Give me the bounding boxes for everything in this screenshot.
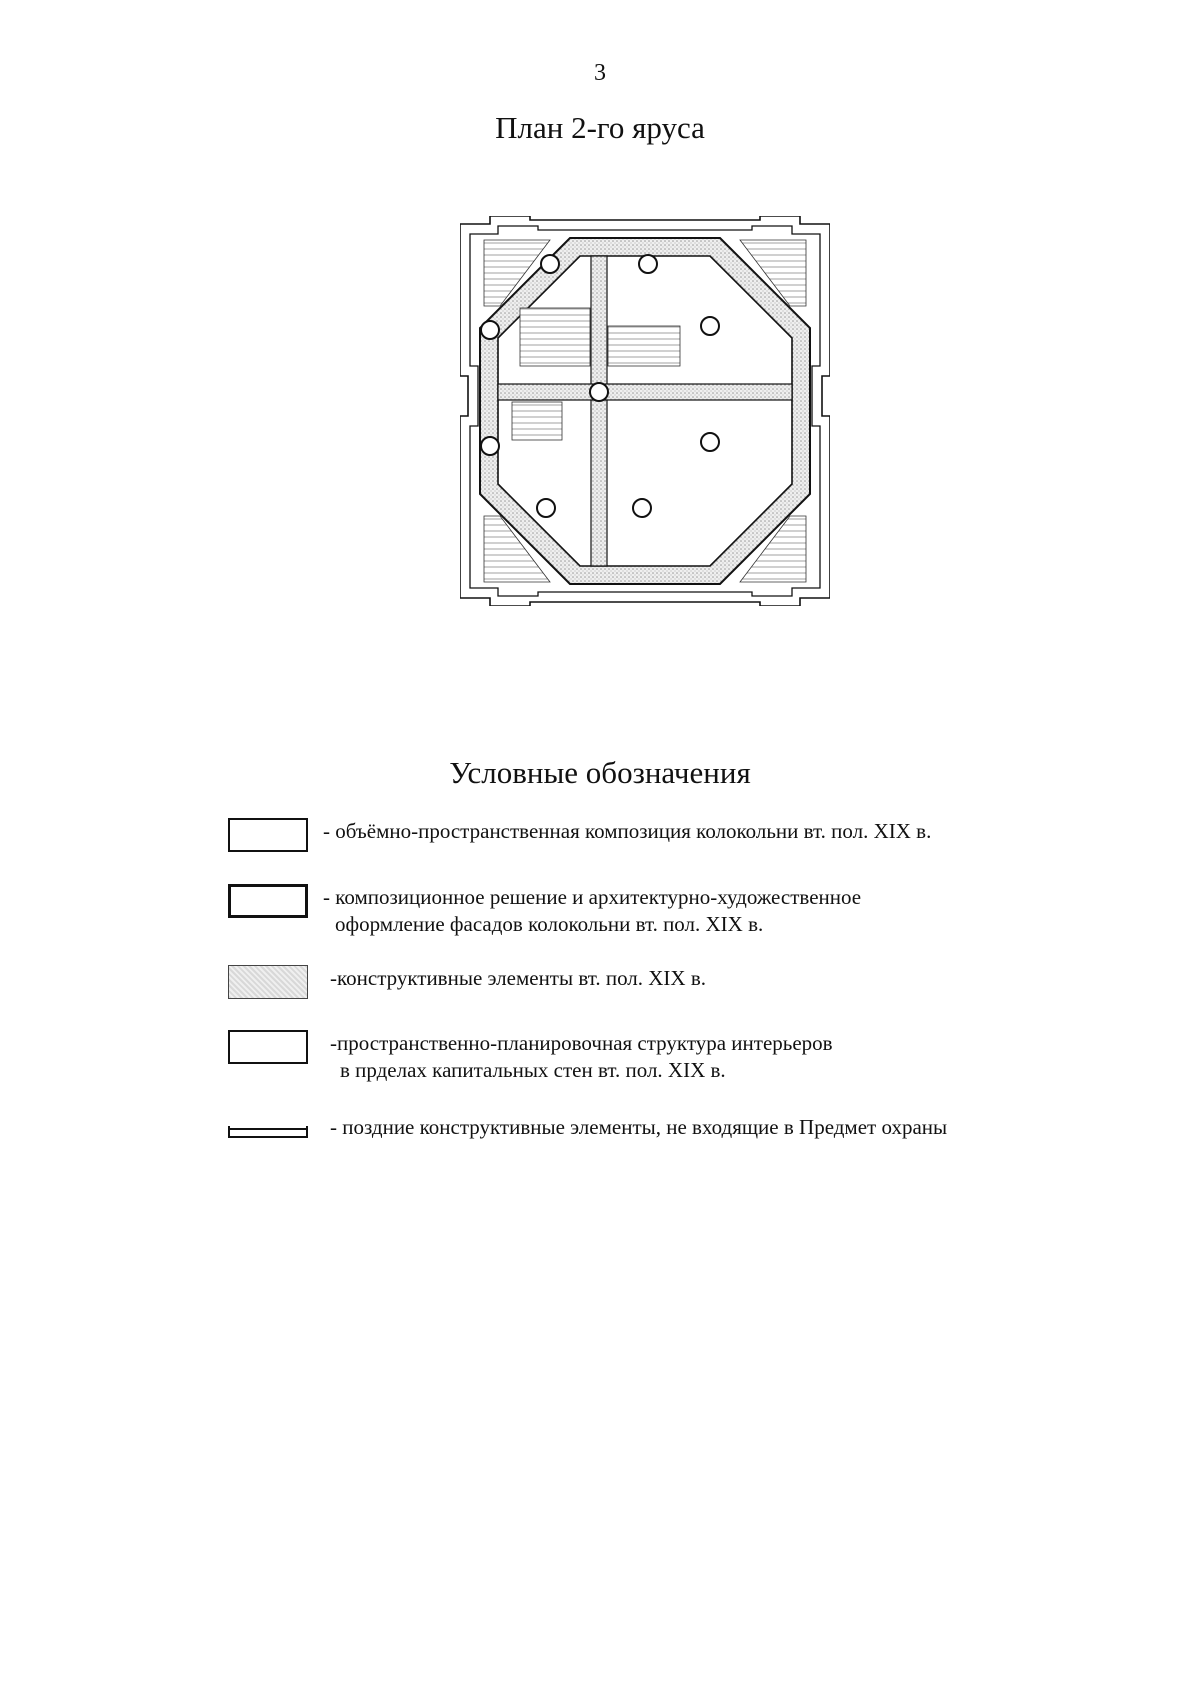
- legend-swatch-structural: [228, 965, 308, 999]
- legend-line: в прделах капитальных стен вт. пол. XIX в.: [340, 1058, 726, 1082]
- floor-plan-drawing: [460, 216, 830, 606]
- legend-line: оформление фасадов колокольни вт. пол. XIX в.: [335, 912, 764, 936]
- legend-item-interiors: [228, 1030, 1088, 1110]
- legend-line: - композиционное решение и архитектурно-художественное: [323, 885, 862, 909]
- legend-text-interiors: [330, 1030, 833, 1084]
- legend-text-facades: [323, 884, 861, 938]
- legend-swatch-interiors: [228, 1030, 308, 1064]
- legend-text-volume: [323, 818, 931, 845]
- legend-line: -конструктивные элементы вт. пол. XIX в.: [330, 966, 707, 990]
- legend-item-late: [228, 1114, 1088, 1194]
- legend-swatch-facades: [228, 884, 308, 918]
- legend-item-facades: [228, 884, 1088, 964]
- page-number: 3: [594, 60, 606, 86]
- legend-line: - объёмно-пространственная композиция колокольни вт. пол. XIX в.: [323, 819, 932, 843]
- legend-swatch-late: [228, 1126, 308, 1138]
- legend-line: - поздние конструктивные элементы, не входящие в Предмет охраны: [330, 1115, 948, 1139]
- legend-swatch-volume: [228, 818, 308, 852]
- legend-text-late: [330, 1114, 947, 1141]
- plan-title: План 2-го яруса: [495, 110, 705, 145]
- legend-line: -пространственно-планировочная структура интерьеров: [330, 1031, 833, 1055]
- legend-title: Условные обозначения: [449, 755, 751, 790]
- legend-text-structural: [330, 965, 706, 992]
